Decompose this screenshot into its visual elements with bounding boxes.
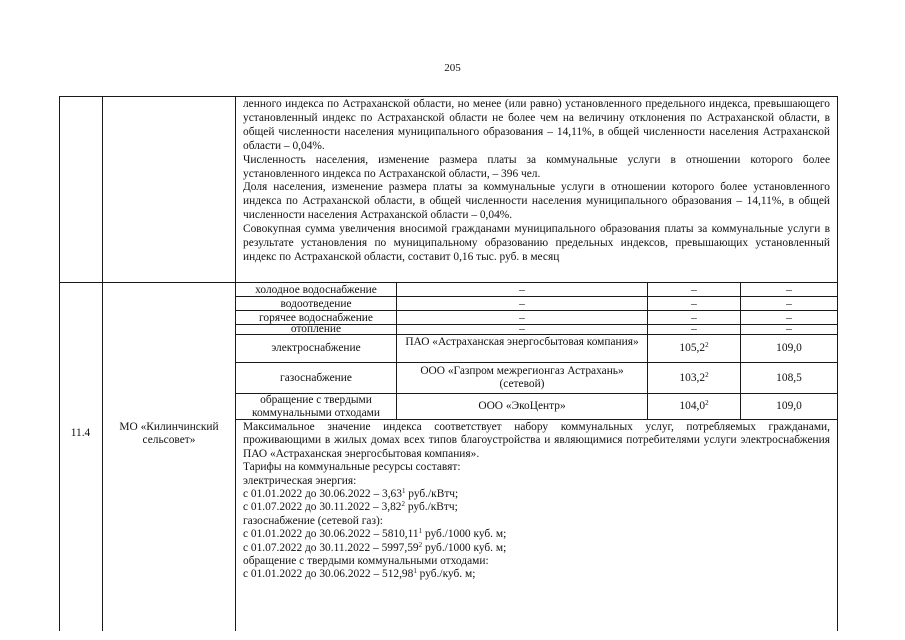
footnote-mark: 2 xyxy=(705,341,709,349)
tariff-text: с 01.01.2022 до 30.06.2022 – 512,98 xyxy=(243,568,414,581)
municipality-name: МО «Килинчинский сельсовет» xyxy=(119,421,219,446)
service-provider: – xyxy=(519,298,525,310)
column-divider-2 xyxy=(235,96,236,631)
row-divider-1 xyxy=(59,282,838,283)
column-divider-1 xyxy=(102,96,103,631)
table-border-top xyxy=(59,96,838,97)
service-name: газоснабжение xyxy=(280,372,352,384)
service-index xyxy=(649,400,739,413)
footnote-mark: 2 xyxy=(401,500,406,509)
service-limit: 109,0 xyxy=(776,342,802,354)
service-limit: – xyxy=(786,323,792,335)
table-border-left xyxy=(59,96,60,631)
tariff-table xyxy=(59,96,838,631)
service-column-divider xyxy=(647,282,648,419)
service-limit: – xyxy=(786,312,792,324)
service-name: холодное водоснабжение xyxy=(255,284,377,296)
service-divider xyxy=(235,419,838,420)
gas-tariff-1 xyxy=(243,528,830,541)
tariff-text: с 01.01.2022 до 30.06.2022 – 3,63 xyxy=(243,488,402,501)
service-name: электроснабжение xyxy=(271,342,361,354)
service-index: – xyxy=(691,312,697,324)
service-provider: – xyxy=(519,312,525,324)
footnote-mark: 2 xyxy=(705,371,709,379)
service-index xyxy=(649,342,739,355)
footnote-mark: 1 xyxy=(401,487,406,496)
top-text-block xyxy=(243,98,830,265)
service-index: – xyxy=(691,323,697,335)
electricity-title: электрическая энергия: xyxy=(243,474,357,487)
service-name: водоотведение xyxy=(280,298,352,310)
footnote-mark: 2 xyxy=(705,399,709,407)
index-value: 105,2 xyxy=(679,342,706,354)
service-limit: – xyxy=(786,298,792,310)
index-value: 104,0 xyxy=(679,400,706,412)
waste-tariff-1 xyxy=(243,568,830,581)
tariff-unit: руб./куб. м; xyxy=(416,568,476,581)
service-column-divider xyxy=(396,282,397,419)
service-name: обращение с твердыми коммунальными отходами xyxy=(252,394,380,419)
tariff-text: с 01.01.2022 до 30.06.2022 – 5810,11 xyxy=(243,528,419,541)
service-limit: 108,5 xyxy=(776,372,802,384)
tariff-unit: руб./1000 куб. м; xyxy=(422,541,507,554)
service-index xyxy=(649,372,739,385)
paragraph: Численность населения, изменение размера платы за коммунальные услуги в отношении которого более установленного индекса по Астраханской области, – 396 чел. xyxy=(243,153,830,180)
paragraph: Доля населения, изменение размера платы за коммунальные услуги в отношении которого более установленного индекса по Астраханской области, в общей численности населения муниципального образования – 14,11%, в общей численности населения Астраханской области – 0,04%. xyxy=(243,181,830,222)
service-provider: – xyxy=(519,323,525,335)
waste-title: обращение с твердыми коммунальными отходами: xyxy=(243,555,489,568)
service-provider: ПАО «Астраханская энергосбытовая компания» xyxy=(405,336,639,348)
footnote-mark: 2 xyxy=(418,540,423,549)
bottom-text-block xyxy=(243,421,830,582)
service-divider xyxy=(235,362,838,363)
intro-paragraph: Максимальное значение индекса соответствует набору коммунальных услуг, потребляемых гражданами, проживающими в жилых домах всех типов благоустройства и являющимися потребителями услуги электроснабжения ПАО «Астраханская энергосбытовая компания». xyxy=(243,421,830,460)
gas-tariff-2 xyxy=(243,542,830,555)
service-provider: ООО «Газпром межрегионгаз Астрахань» (сетевой) xyxy=(420,365,624,390)
tariffs-title: Тарифы на коммунальные ресурсы составят: xyxy=(243,461,461,474)
tariff-unit: руб./1000 куб. м; xyxy=(422,528,507,541)
paragraph: ленного индекса по Астраханской области, но менее (или равно) установленного предельного индекса, превышающего установленный индекс по Астраханской области не более чем на величину отклонения по Астраханской области, в общей численности населения муниципального образования – 14,11%, в общей численности населения Астраханской области – 0,04%. xyxy=(243,98,830,152)
service-index: – xyxy=(691,298,697,310)
tariff-text: с 01.07.2022 до 30.11.2022 – 5997,59 xyxy=(243,541,419,554)
paragraph: Совокупная сумма увеличения вносимой гражданами муниципального образования платы за коммунальные услуги в результате установления по муниципальному образованию предельных индексов, превышающих установленный индекс по Астраханской области, составит 0,16 тыс. руб. в месяц xyxy=(243,223,830,263)
footnote-mark: 1 xyxy=(413,567,417,576)
service-index: – xyxy=(691,284,697,296)
service-limit: – xyxy=(786,284,792,296)
service-name: горячее водоснабжение xyxy=(259,312,373,324)
service-provider: ООО «ЭкоЦентр» xyxy=(478,400,566,412)
service-provider: – xyxy=(519,284,525,296)
tariff-text: с 01.07.2022 до 30.11.2022 – 3,82 xyxy=(243,501,402,514)
index-value: 103,2 xyxy=(679,372,706,384)
page-number: 205 xyxy=(444,62,461,74)
service-limit: 109,0 xyxy=(776,400,802,412)
electricity-tariff-2 xyxy=(243,501,830,514)
tariff-unit: руб./кВтч; xyxy=(405,501,458,514)
tariff-unit: руб./кВтч; xyxy=(405,488,459,501)
table-border-right xyxy=(837,96,838,631)
electricity-tariff-1 xyxy=(243,488,830,501)
gas-title: газоснабжение (сетевой газ): xyxy=(243,514,383,527)
row-number: 11.4 xyxy=(70,427,91,439)
footnote-mark: 1 xyxy=(418,527,423,536)
service-name: отопление xyxy=(290,323,342,335)
service-column-divider xyxy=(740,282,741,419)
